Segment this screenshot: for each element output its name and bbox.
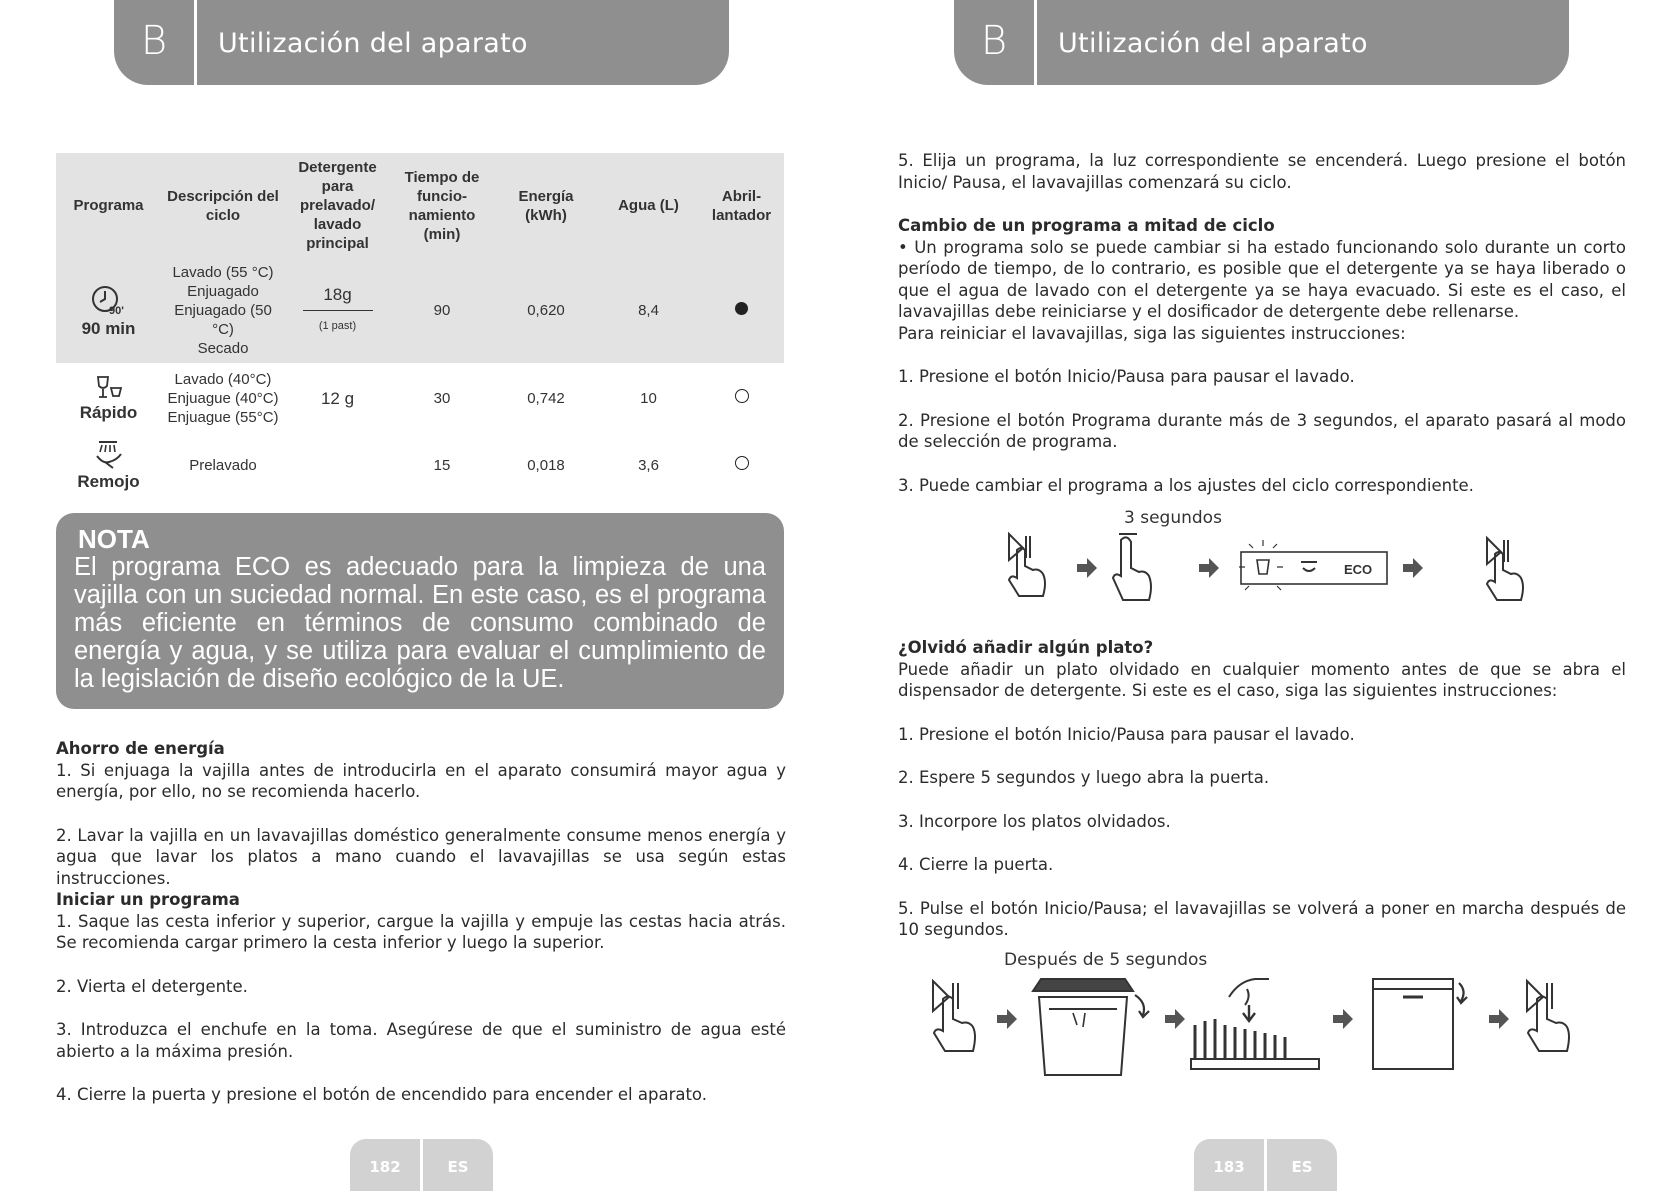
arrow-icon	[1333, 1009, 1353, 1029]
program-cell	[56, 258, 161, 363]
nota-title: NOTA	[78, 524, 150, 554]
page-footer	[350, 1139, 493, 1191]
rinse-empty-dot	[735, 456, 749, 470]
rinse-cell	[699, 258, 784, 363]
arrow-icon	[1199, 558, 1219, 578]
paragraph: 4. Cierre la puerta y presione el botón de encendido para encender el aparato.	[56, 1085, 707, 1104]
section-header	[954, 0, 1569, 85]
page-number: 182	[350, 1139, 423, 1191]
detergent-tablet: (1 past)	[318, 320, 357, 332]
paragraph: 2. Espere 5 segundos y luego abra la puerta.	[898, 768, 1270, 787]
olvido-section	[898, 637, 1626, 941]
paragraph: 2. Presione el botón Programa durante más de 3 segundos, el aparato pasará al modo de selección de programa.	[898, 410, 1626, 451]
ahorro-section	[56, 738, 786, 889]
water-cell: 3,6	[638, 456, 659, 474]
col-header-agua: Agua (L)	[598, 153, 699, 258]
desc-line: Lavado (40°C)	[174, 370, 272, 388]
section-heading: Iniciar un programa	[56, 890, 240, 909]
desc-line: Lavado (55 °C)	[172, 264, 274, 281]
load-dish-icon	[1191, 979, 1319, 1069]
time-cell: 30	[433, 389, 451, 407]
cambio-section	[898, 215, 1626, 496]
arrow-icon	[1077, 558, 1097, 578]
program-cell	[56, 433, 161, 497]
press-hand-icon	[1009, 534, 1045, 596]
paragraph: 3. Puede cambiar el programa a los ajustes del ciclo correspondiente.	[898, 475, 1474, 495]
diagram1-caption: 3 segundos	[1124, 508, 1222, 528]
energy-cell: 0,018	[527, 456, 565, 474]
energy-cell: 0,620	[494, 258, 598, 363]
program-name: Remojo	[77, 471, 140, 491]
desc-cell	[161, 363, 285, 433]
right-page	[839, 0, 1678, 1191]
section-letter: B	[114, 0, 197, 85]
table-row	[56, 258, 784, 363]
paragraph: 1. Si enjuaga la vajilla antes de introducirla en el aparato consumirá mayor agua y energía, por ello, no se recomienda hacerlo.	[56, 760, 786, 801]
paragraph: 4. Cierre la puerta.	[898, 855, 1054, 874]
desc-line: Enjuagado	[187, 283, 259, 300]
rinse-cell	[699, 433, 784, 497]
clock-90-label: 90'	[108, 305, 124, 317]
desc-line: Enjuague (40°C)	[167, 389, 279, 407]
table-row	[56, 363, 784, 433]
detergent-cell	[285, 258, 390, 363]
paragraph: 2. Vierta el detergente.	[56, 976, 248, 996]
rinse-cell	[699, 363, 784, 433]
arrow-icon	[1165, 1009, 1185, 1029]
col-header-programa: Programa	[56, 153, 161, 258]
time-cell: 90	[390, 258, 494, 363]
detergent-amount: 18g	[323, 285, 352, 304]
step5-paragraph: 5. Elija un programa, la luz correspondiente se encenderá. Luego presione el botón Inicio/ Pausa, el lavavajillas comenzará su ciclo.	[898, 151, 1626, 192]
table-row	[56, 433, 784, 497]
col-header-abrillantador: Abril- lantador	[699, 153, 784, 258]
program-table	[56, 153, 784, 497]
col-header-tiempo: Tiempo de funcio- namiento (min)	[390, 153, 494, 258]
iniciar-section	[56, 889, 786, 1106]
detergent-cell	[285, 433, 390, 497]
rinse-empty-dot	[735, 389, 749, 403]
energy-cell: 0,742	[527, 389, 565, 407]
desc-line: Enjuagado (50 °C)	[174, 302, 272, 338]
soak-spray-icon	[91, 440, 127, 470]
paragraph: 3. Introduzca el enchufe en la toma. Asegúrese de que el suministro de agua esté abierto a la máxima presión.	[56, 1020, 786, 1061]
paragraph: 2. Lavar la vajilla en un lavavajillas doméstico generalmente consume menos energía y agua que lavar los platos a mano cuando el lavavajillas se usa según estas instrucciones.	[56, 825, 786, 888]
open-dishwasher-icon	[1033, 979, 1149, 1075]
program-name: Rápido	[79, 402, 138, 422]
forgotten-dish-diagram	[929, 975, 1609, 1075]
paragraph: 3. Incorpore los platos olvidados.	[898, 811, 1171, 831]
paragraph: • Un programa solo se puede cambiar si ha estado funcionando solo durante un corto período de tiempo, de lo contrario, es posible que el detergente ya se haya liberado o que el agua de lavado con el detergente ya se haya evacuado. Si este es el caso, el lavavajillas debe reiniciarse y el dosificador de detergente debe rellenarse.	[898, 237, 1626, 321]
language-code: ES	[447, 1158, 469, 1176]
time-cell: 15	[433, 456, 451, 474]
section-heading: ¿Olvidó añadir algún plato?	[898, 638, 1154, 657]
paragraph: 1. Presione el botón Inicio/Pausa para pausar el lavado.	[898, 724, 1355, 744]
page-number: 183	[1194, 1139, 1267, 1191]
water-cell: 10	[640, 389, 657, 407]
paragraph: Puede añadir un plato olvidado en cualquier momento antes de que se abra el dispensador de detergente. Si este es el caso, siga las siguientes instrucciones:	[898, 659, 1626, 700]
language-code: ES	[1291, 1158, 1313, 1176]
arrow-icon	[1403, 558, 1423, 578]
page-footer	[1194, 1139, 1337, 1191]
press-hand-icon	[1527, 981, 1569, 1051]
table-header-row	[56, 153, 784, 258]
section-heading: Ahorro de energía	[56, 739, 225, 758]
desc-line: Enjuague (55°C)	[167, 408, 279, 426]
program-name: 90 min	[81, 319, 136, 338]
rinse-filled-dot	[735, 302, 748, 315]
hold-hand-icon	[1113, 534, 1151, 600]
left-page	[0, 0, 839, 1191]
program-change-diagram	[999, 530, 1419, 610]
arrow-icon	[997, 1009, 1017, 1029]
program-cell	[56, 363, 161, 433]
detergent-divider	[303, 310, 373, 311]
press-hand-icon	[933, 981, 975, 1051]
press-hand-icon	[1483, 534, 1543, 606]
desc-cell: Prelavado	[189, 456, 257, 474]
paragraph: 1. Saque las cesta inferior y superior, cargue la vajilla y empuje las cestas hacia atrás. Se recomienda cargar primero la cesta inferior y luego la superior.	[56, 911, 786, 952]
section-header	[114, 0, 729, 85]
section-title: Utilización del aparato	[1058, 28, 1368, 59]
section-letter: B	[954, 0, 1037, 85]
closed-dishwasher-icon	[1373, 979, 1467, 1069]
arrow-icon	[1489, 1009, 1509, 1029]
nota-text: El programa ECO es adecuado para la limpieza de una vajilla con un suciedad normal. En este caso, es el programa más eficiente en términos de consumo combinado de energía y agua, y se utiliza para evaluar el cumplimiento de la legislación de diseño ecológico de la UE.	[74, 553, 766, 693]
water-cell: 8,4	[598, 258, 699, 363]
paragraph: Para reiniciar el lavavajillas, siga las siguientes instrucciones:	[898, 323, 1406, 343]
col-header-descripcion: Descripción del ciclo	[161, 153, 285, 258]
section-title: Utilización del aparato	[218, 28, 528, 59]
desc-line: Secado	[197, 340, 249, 357]
eco-label: ECO	[1344, 562, 1373, 577]
glasses-icon	[92, 375, 126, 401]
detergent-cell: 12 g	[320, 388, 355, 408]
section-heading: Cambio de un programa a mitad de ciclo	[898, 216, 1275, 235]
paragraph: 1. Presione el botón Inicio/Pausa para pausar el lavado.	[898, 367, 1355, 386]
desc-cell	[161, 258, 285, 363]
col-header-detergente: Detergente para prelavado/ lavado principal	[285, 153, 390, 258]
clock-90-icon	[89, 283, 129, 317]
paragraph: 5. Pulse el botón Inicio/Pausa; el lavavajillas se volverá a poner en marcha después de 10 segundos.	[898, 898, 1626, 939]
diagram2-caption: Después de 5 segundos	[1004, 950, 1208, 970]
nota-box	[56, 513, 784, 709]
col-header-energia: Energía (kWh)	[494, 153, 598, 258]
